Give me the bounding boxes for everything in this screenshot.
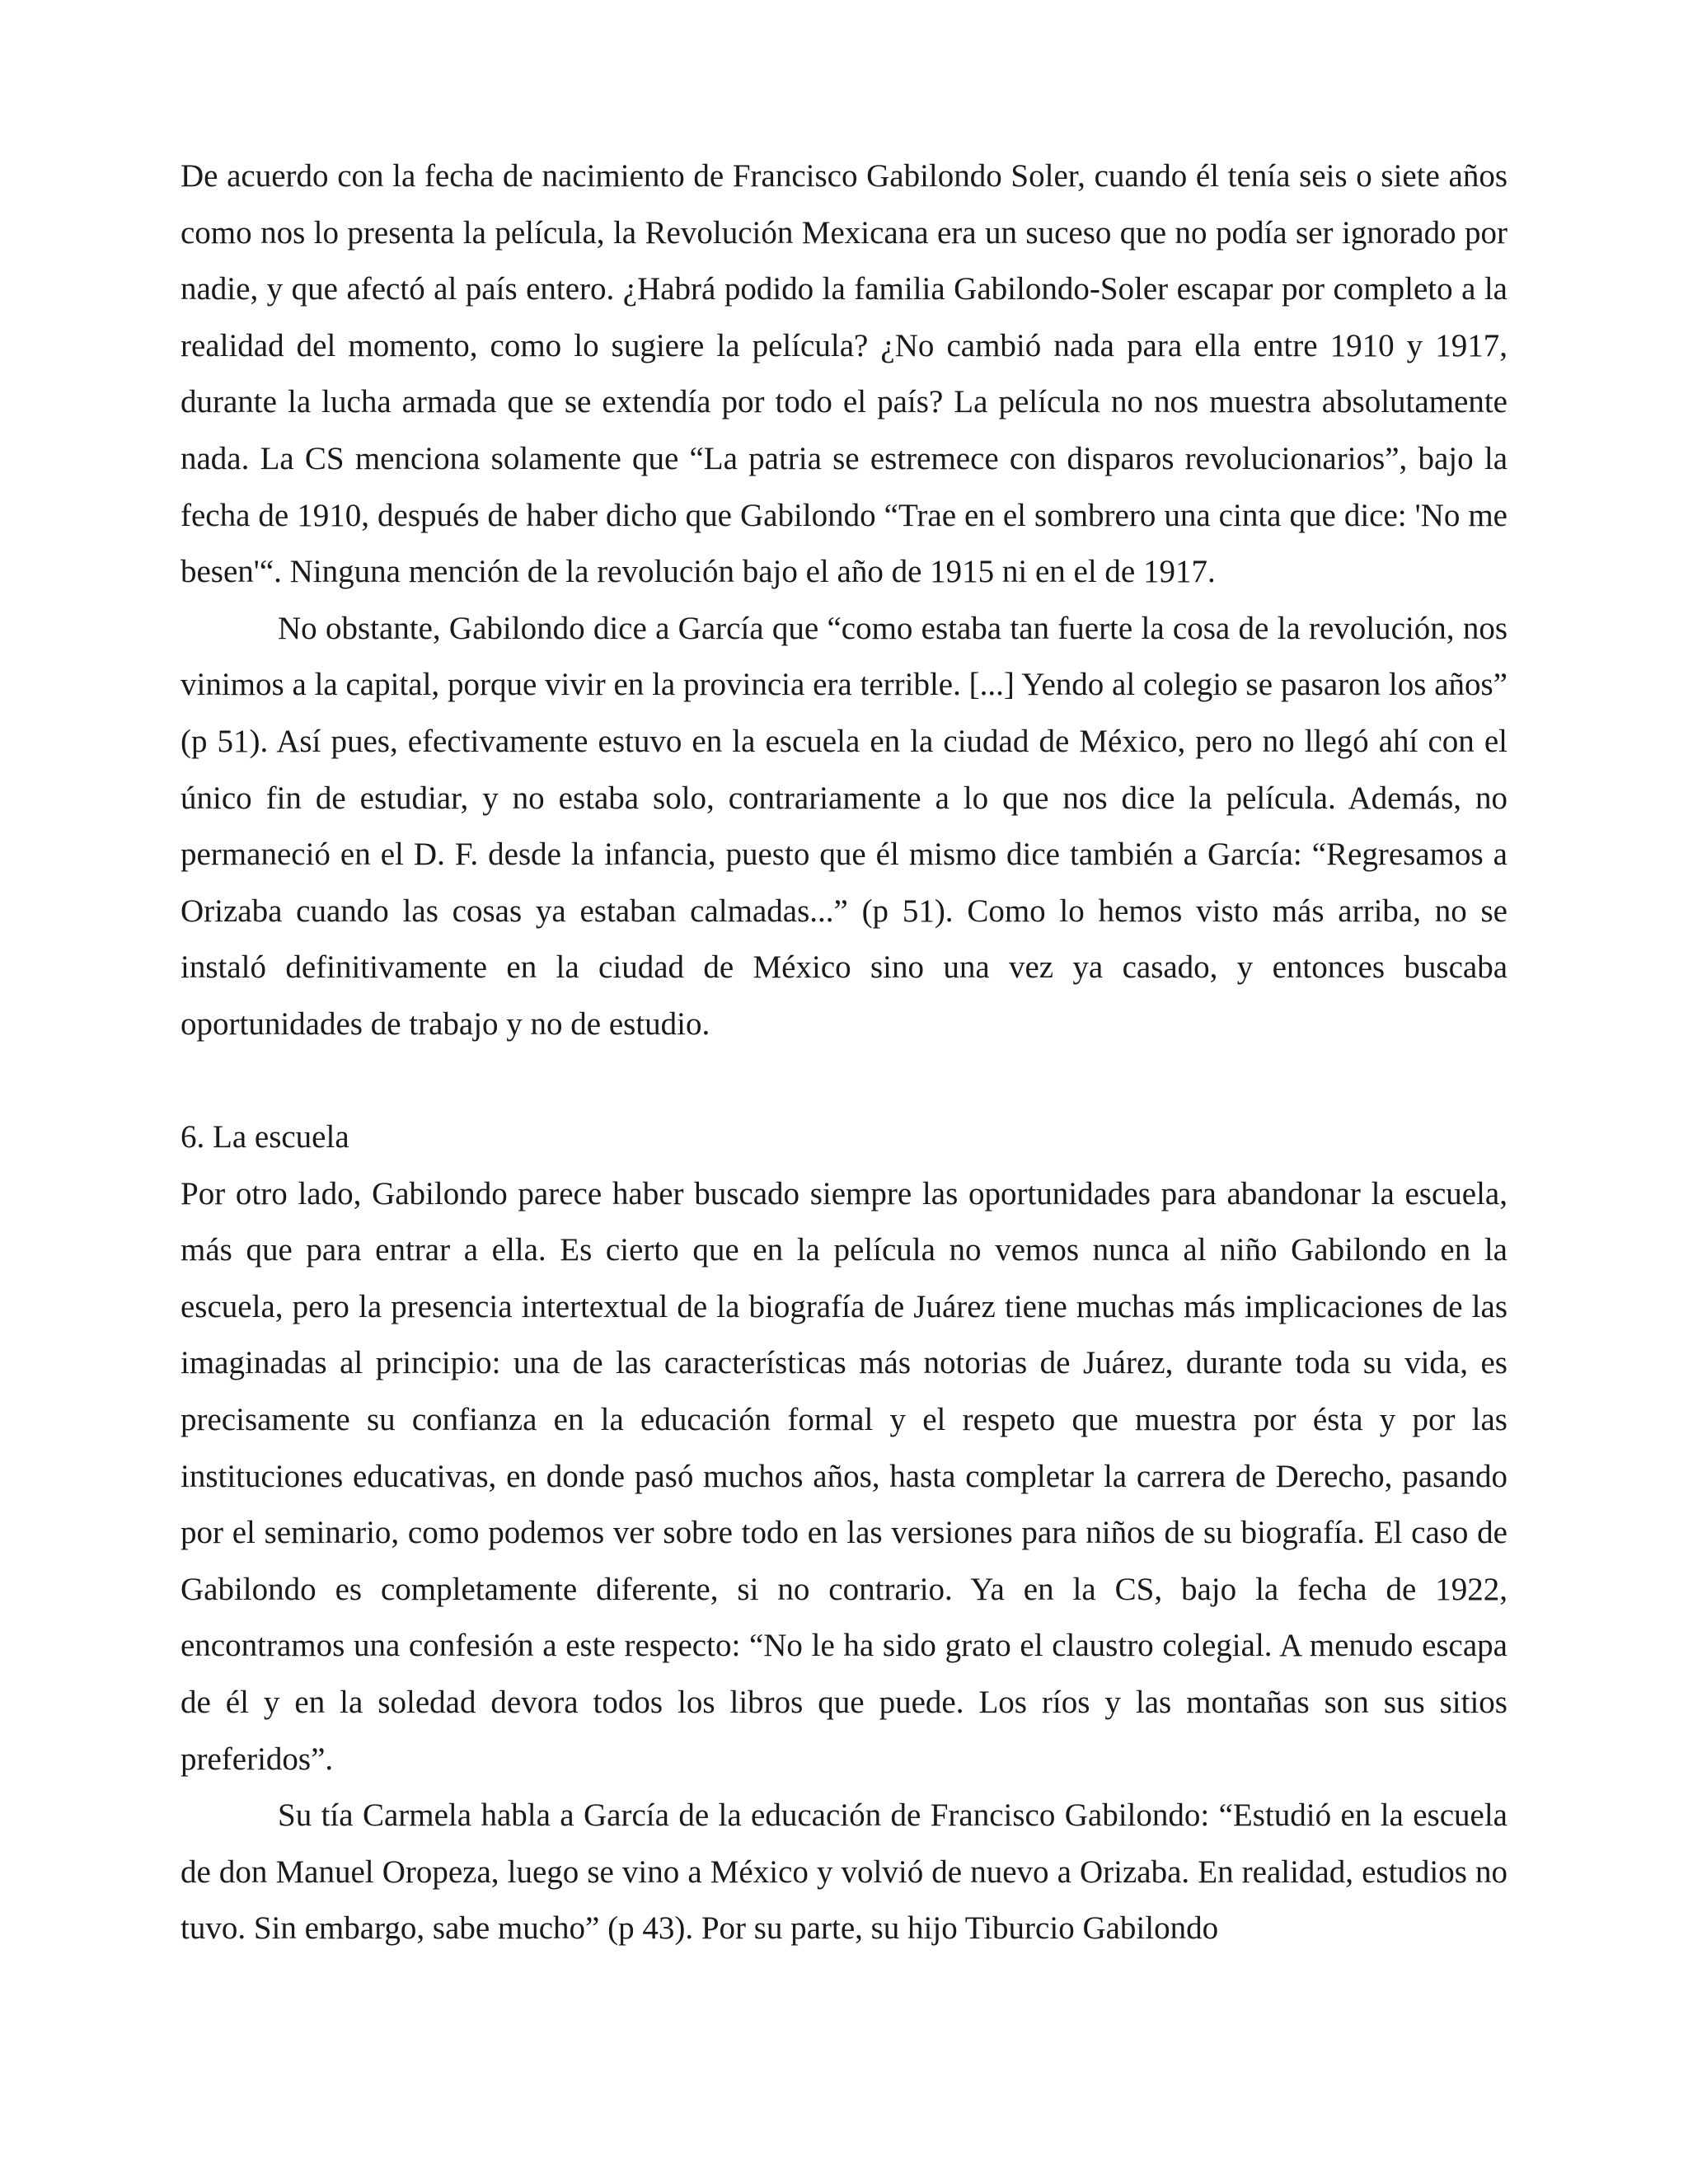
paragraph-school: Por otro lado, Gabilondo parece haber buscado siempre las oportunidades para abandonar la escuela, más que para entrar a ella. Es cierto que en la película no vemos nunca al niño Gabilondo en la escuela, pero la presencia intertextual de la biografía de Juárez tiene muchas más implicaciones de las imaginadas al principio: una de las características más notorias de Juárez, durante toda su vida, es precisamente su confianza en la educación formal y el respeto que muestra por ésta y por las instituciones educativas, en donde pasó muchos años, hasta completar la carrera de Derecho, pasando por el seminario, como podemos ver sobre todo en las versiones para niños de su biografía. El caso de Gabilondo es completamente diferente, si no contrario. Ya en la CS, bajo la fecha de 1922, encontramos una confesión a este respecto: “No le ha sido grato el claustro colegial. A menudo escapa de él y en la soledad devora todos los libros que puede. Los ríos y las montañas son sus sitios preferidos”. — [181, 1175, 1507, 1777]
body-text — [181, 148, 1507, 1957]
paragraph-revolution: De acuerdo con la fecha de nacimiento de Francisco Gabilondo Soler, cuando él tenía seis o siete años como nos lo presenta la película, la Revolución Mexicana era un suceso que no podía ser ignorado por nadie, y que afectó al país entero. ¿Habrá podido la familia Gabilondo-Soler escapar por completo a la realidad del momento, como lo sugiere la película? ¿No cambió nada para ella entre 1910 y 1917, durante la lucha armada que se extendía por todo el país? La película no nos muestra absolutamente nada. La CS menciona solamente que “La patria se estremece con disparos revolucionarios”, bajo la fecha de 1910, después de haber dicho que Gabilondo “Trae en el sombrero una cinta que dice: 'No me besen'“. Ninguna mención de la revolución bajo el año de 1915 ni en el de 1917. — [181, 158, 1507, 590]
paragraph-capital: No obstante, Gabilondo dice a García que “como estaba tan fuerte la cosa de la revolución, nos vinimos a la capital, porque vivir en la provincia era terrible. [...] Yendo al colegio se pasaron los años” (p 51). Así pues, efectivamente estuvo en la escuela en la ciudad de México, pero no llegó ahí con el único fin de estudiar, y no estaba solo, contrariamente a lo que nos dice la película. Además, no permaneció en el D. F. desde la infancia, puesto que él mismo dice también a García: “Regresamos a Orizaba cuando las cosas ya estaban calmadas...” (p 51). Como lo hemos visto más arriba, no se instaló definitivamente en la ciudad de México sino una vez ya casado, y entonces buscaba oportunidades de trabajo y no de estudio. — [181, 610, 1507, 1042]
paragraph-aunt-carmela: Su tía Carmela habla a García de la educación de Francisco Gabilondo: “Estudió en la escuela de don Manuel Oropeza, luego se vino a México y volvió de nuevo a Orizaba. En realidad, estudios no tuvo. Sin embargo, sabe mucho” (p 43). Por su parte, su hijo Tiburcio Gabilondo — [181, 1797, 1507, 1947]
section-spacer — [181, 1053, 1507, 1110]
section-heading: 6. La escuela — [181, 1119, 349, 1155]
